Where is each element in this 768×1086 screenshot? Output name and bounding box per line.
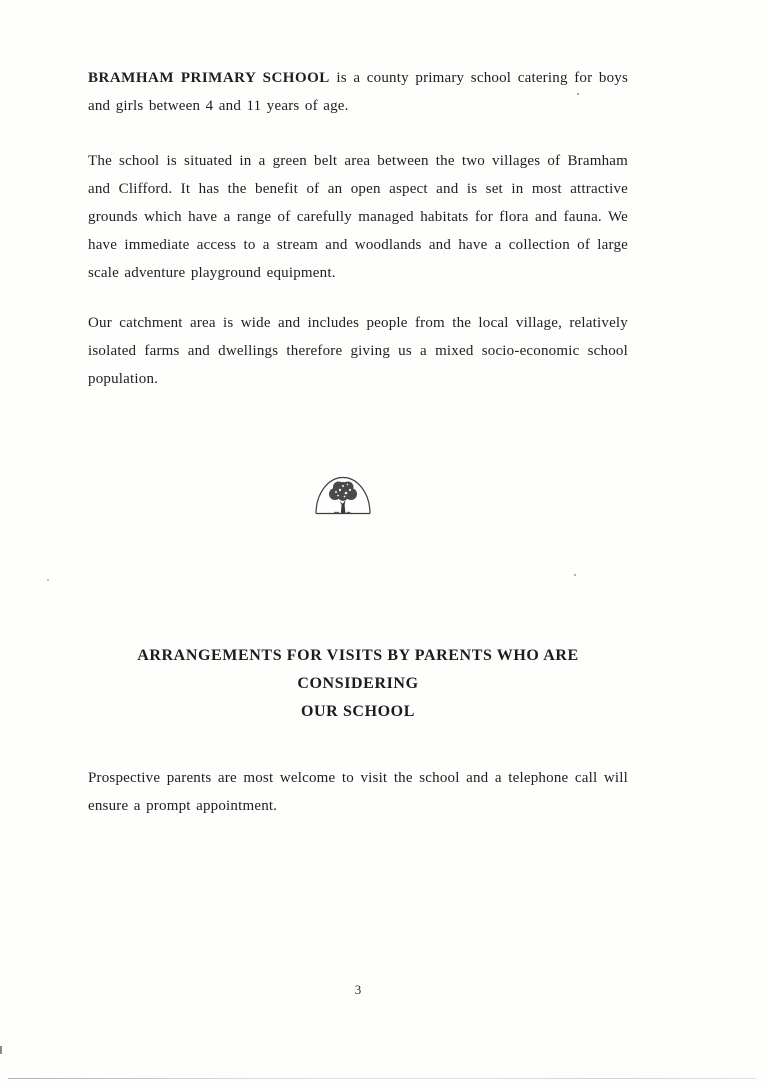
section-heading-line2: OUR SCHOOL	[300, 703, 415, 720]
school-logo	[314, 475, 372, 516]
section-heading	[88, 642, 628, 726]
paragraph-location: The school is situated in a green belt area between the two villages of Bramham and Clifford. It has the benefit of an open aspect and is set in most attractive grounds which have a range of carefully managed habitats for flora and fauna. We have immediate access to a stream and woodlands and have a collection of large scale adventure playground equipment.	[88, 153, 628, 281]
scan-speck	[47, 579, 49, 581]
paragraph-catchment: Our catchment area is wide and includes people from the local village, relatively isolated farms and dwellings therefore giving us a mixed socio-economic school population.	[88, 315, 628, 387]
scan-artifact-mark	[0, 1046, 2, 1054]
paragraph-visits: Prospective parents are most welcome to visit the school and a telephone call will ensure a prompt appointment.	[88, 770, 628, 814]
scan-speck	[574, 574, 576, 576]
tree-in-arch-icon	[314, 475, 372, 516]
scan-artifact-line	[8, 1078, 756, 1079]
page-number: 3	[354, 982, 362, 997]
school-name-bold: BRAMHAM PRIMARY SCHOOL	[88, 70, 330, 86]
paragraph-intro	[88, 64, 628, 120]
paragraph-intro-text: is a county primary school catering for boys and girls between 4 and 11 years of age.	[88, 70, 629, 114]
section-heading-line1: ARRANGEMENTS FOR VISITS BY PARENTS WHO ARE CONSIDERING	[137, 647, 579, 692]
scan-speck	[577, 93, 579, 95]
